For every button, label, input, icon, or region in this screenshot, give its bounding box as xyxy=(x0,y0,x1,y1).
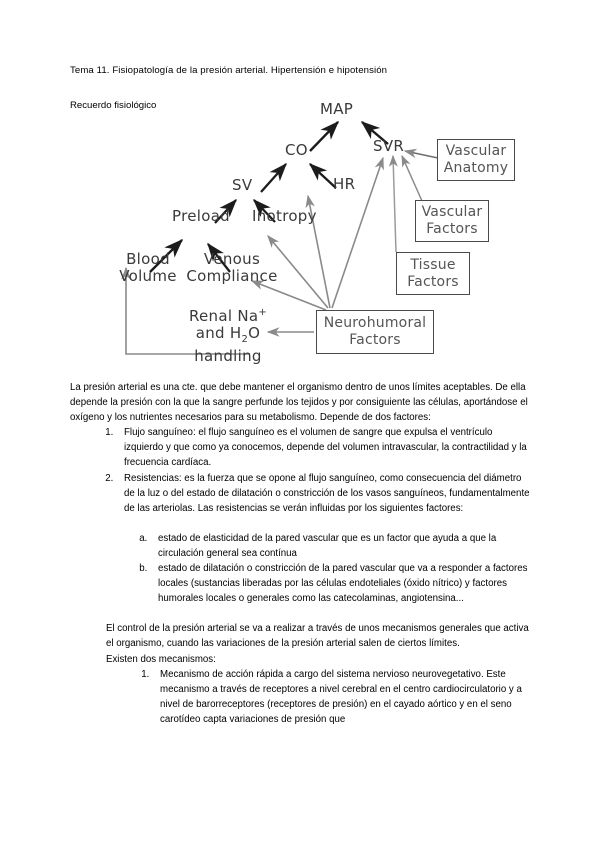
renal-text-o: O xyxy=(248,324,261,342)
renal-line-2 xyxy=(186,325,270,348)
neurohumoral-line-2: Factors xyxy=(349,332,401,348)
diagram-box-neurohumoral-factors xyxy=(316,310,434,354)
document-body xyxy=(70,380,530,727)
spacer xyxy=(70,606,530,621)
renal-text-na: Renal Na xyxy=(188,307,259,325)
page-title: Tema 11. Fisiopatología de la presión arterial. Hipertensión e hipotensión xyxy=(70,65,388,76)
neurohumoral-line-1: Neurohumoral xyxy=(323,315,427,331)
renal-text-and-h: and H xyxy=(195,324,242,342)
renal-subscript-two: 2 xyxy=(241,334,249,345)
subfactors-list xyxy=(70,531,530,606)
tissue-factors-line-2: Factors xyxy=(407,273,459,290)
list-item: 2. Resistencias: es la fuerza que se opone al flujo sanguíneo, como consecuencia del diámetro de la luz o del estado de dilatación o constricción de los vasos sanguíneos, fundamentalmente de las arteriolas. Las resistencias se verán influidas por los siguientes factores: xyxy=(116,471,530,516)
vascular-factors-line-1: Vascular xyxy=(421,204,483,220)
diagram-box-vascular-anatomy xyxy=(437,139,515,181)
diagram-node-blood-volume xyxy=(116,251,180,285)
diagram-box-tissue-factors xyxy=(396,252,470,295)
list-item: 1. Mecanismo de acción rápida a cargo del sistema nervioso neurovegetativo. Este mecanismo a través de receptores a nivel cerebral en el centro cardiocirculatorio y a nivel de barorreceptores (receptores de presión) en el cayado aórtico y en el seno carotídeo capta variaciones de presión que xyxy=(152,667,530,727)
diagram-node-preload: Preload xyxy=(172,207,231,225)
spacer xyxy=(70,516,530,531)
list-item: a. estado de elasticidad de la pared vascular que es un factor que ayuda a que la circulación general sea contínua xyxy=(150,531,530,561)
hemodynamics-diagram xyxy=(100,96,530,368)
diagram-node-co: CO xyxy=(285,141,308,159)
vascular-anatomy-line-2: Anatomy xyxy=(443,160,509,176)
vascular-anatomy-line-1: Vascular xyxy=(445,143,507,159)
tissue-factors-line-1: Tissue xyxy=(410,256,456,273)
venous-compliance-line-2: Compliance xyxy=(186,267,278,285)
factors-list xyxy=(70,425,530,516)
list-item: b. estado de dilatación o constricción de la pared vascular que va a responder a factores locales (sustancias liberadas por las células endoteliales (óxido nítrico) y factores humorales locales o generales como las catecolaminas, angiotensina... xyxy=(150,561,530,606)
diagram-node-renal-handling xyxy=(186,304,270,365)
renal-line-1 xyxy=(186,304,270,325)
venous-compliance-line-1: Venous xyxy=(203,250,261,268)
vascular-factors-line-2: Factors xyxy=(426,221,478,237)
diagram-node-hr: HR xyxy=(333,175,356,193)
section-subheading: Recuerdo fisiológico xyxy=(70,100,157,111)
blood-volume-line-2: Volume xyxy=(119,267,177,285)
control-paragraph: El control de la presión arterial se va a realizar a través de unos mecanismos generales que activa el organismo, cuando las variaciones de la presión arterial salen de ciertos límites. xyxy=(106,623,529,650)
list-item: 1. Flujo sanguíneo: el flujo sanguíneo es el volumen de sangre que expulsa el ventrículo izquierdo y que como ya conocemos, depende del volumen intravascular, la contractilidad y la frecuencia cardíaca. xyxy=(116,425,530,470)
renal-line-3: handling xyxy=(194,347,262,365)
renal-superscript-plus: + xyxy=(258,307,268,318)
diagram-node-map: MAP xyxy=(320,100,354,118)
diagram-node-sv: SV xyxy=(232,176,253,194)
mechanisms-intro: Existen dos mecanismos: xyxy=(106,653,216,665)
mechanisms-list xyxy=(70,667,530,727)
diagram-node-venous-compliance xyxy=(184,251,280,285)
intro-paragraph: La presión arterial es una cte. que debe mantener el organismo dentro de unos límites aceptables. De ella depende la presión con la que la sangre perfunde los tejidos y por consiguiente las células, aportándose el oxígeno y los nutrientes necesarios para su metabolismo. Depende de dos factores: xyxy=(70,382,528,424)
diagram-node-svr: SVR xyxy=(373,137,405,155)
diagram-node-inotropy: Inotropy xyxy=(252,207,317,225)
blood-volume-line-1: Blood xyxy=(126,250,170,268)
diagram-box-vascular-factors xyxy=(415,200,489,242)
